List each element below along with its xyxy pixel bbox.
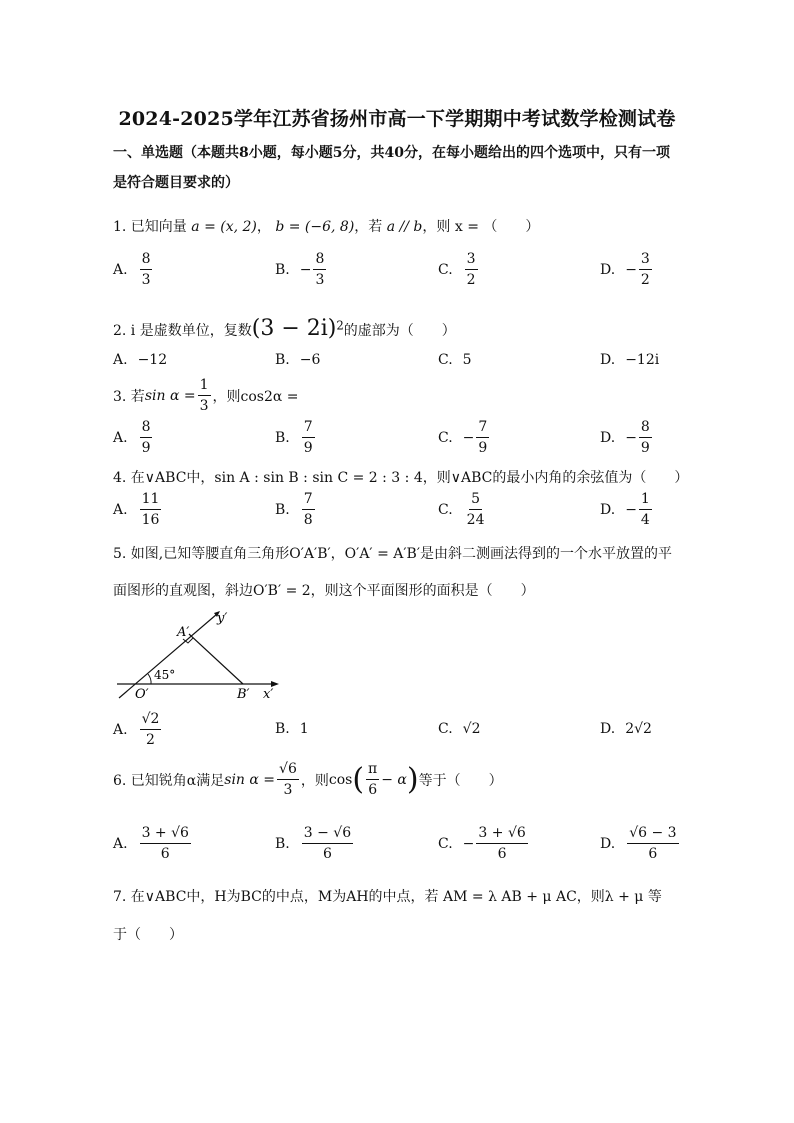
q1-option-d[interactable]: D. − $\frac{3}{2}$ <box>600 251 650 288</box>
parallel-condition: a // b <box>386 219 423 235</box>
angle-arc <box>148 674 151 684</box>
question-5-line-1: 5. 如图,已知等腰直角三角形O′A′B′，O′A′ = A′B′是由斜二测画法得到的一个水平放置的平 <box>113 546 673 562</box>
label-a: A′ <box>177 625 190 640</box>
q5-option-d[interactable]: D. 2√2 <box>600 721 652 737</box>
question-5-line-2: 面图形的直观图，斜边O′B′ = 2，则这个平面图形的面积是（ ） <box>113 583 535 599</box>
q4-option-a[interactable]: A. $\frac{11}{16}$ <box>113 491 160 528</box>
q3-option-a[interactable]: A. $\frac{8}{9}$ <box>113 419 151 456</box>
q2-option-d[interactable]: D. −12i <box>600 352 660 368</box>
section-heading: 一、单选题（本题共8小题，每小题5分，共40分，在每小题给出的四个选项中，只有一项是符合题目要求的） <box>113 145 670 191</box>
q3-option-b[interactable]: B. $\frac{7}{9}$ <box>275 419 313 456</box>
label-b: B′ <box>237 687 250 700</box>
y-axis <box>119 614 217 698</box>
q5-option-c[interactable]: C. √2 <box>438 721 481 737</box>
q4-option-d[interactable]: D. − $\frac{1}{4}$ <box>600 491 650 528</box>
vector-b: b = (−6, 8) <box>275 219 355 235</box>
fraction: $\frac{8}{9}$ <box>640 419 650 456</box>
q5-option-a[interactable]: A. $\frac{√2}{2}$ <box>113 711 160 748</box>
q6-option-c[interactable]: C. − $\frac{3 + √6}{6}$ <box>438 825 526 862</box>
q1-option-b[interactable]: B. − $\frac{8}{3}$ <box>275 251 325 288</box>
q3-option-d[interactable]: D. − $\frac{8}{9}$ <box>600 419 650 456</box>
q1-option-c[interactable]: C. $\frac{3}{2}$ <box>438 251 476 288</box>
fraction: $\frac{7}{8}$ <box>303 491 313 528</box>
fraction: $\frac{5}{24}$ <box>466 491 485 528</box>
q2-option-c[interactable]: C. 5 <box>438 352 472 368</box>
fraction: $\frac{3 - √6}{6}$ <box>303 825 352 862</box>
question-6: 6. 已知锐角α满足 sin α = $\frac{√6}{3}$ ，则 cos ( $\frac{\pi}{6}$ − α ) 等于（ ） <box>113 761 503 798</box>
q4-option-b[interactable]: B. $\frac{7}{8}$ <box>275 491 313 528</box>
fraction: $\frac{√2}{2}$ <box>141 711 160 748</box>
question-4: 4. 在∨ABC中，sin A : sin B : sin C = 2 : 3 : 4，则∨ABC的最小内角的余弦值为（ ） <box>113 470 689 486</box>
question-2: 2. i 是虚数单位，复数$(3 - 2i)^2$的虚部为（ ） <box>113 316 456 341</box>
question-7-line-2: 于（ ） <box>113 927 183 943</box>
label-o: O′ <box>135 687 149 700</box>
oblique-triangle-figure <box>113 608 293 700</box>
question-3: 3. 若 sin α = $\frac{1}{3}$ ，则cos2α = <box>113 377 299 414</box>
label-x: x′ <box>263 687 274 700</box>
fraction: $\frac{8}{9}$ <box>141 419 151 456</box>
q4-option-c[interactable]: C. $\frac{5}{24}$ <box>438 491 485 528</box>
page-title: 2024-2025学年江苏省扬州市高一下学期期中考试数学检测试卷 <box>118 108 676 130</box>
q2-option-a[interactable]: A. −12 <box>113 352 168 368</box>
label-angle: 45° <box>154 668 176 682</box>
fraction: $\frac{11}{16}$ <box>141 491 160 528</box>
vector-a: a = (x, 2) <box>191 219 257 235</box>
q6-option-b[interactable]: B. $\frac{3 - √6}{6}$ <box>275 825 352 862</box>
label-y: y′ <box>217 611 228 626</box>
question-7-line-1: 7. 在∨ABC中，H为BC的中点，M为AH的中点，若 AM = λ AB + μ AC，则λ + μ 等 <box>113 889 662 905</box>
fraction: $\frac{√6 - 3}{6}$ <box>629 825 677 862</box>
fraction: $\frac{8}{3}$ <box>141 251 151 288</box>
fraction: $\frac{\pi}{6}$ <box>368 761 378 798</box>
fraction: $\frac{3 + √6}{6}$ <box>141 825 189 862</box>
q2-option-b[interactable]: B. −6 <box>275 352 321 368</box>
fraction: $\frac{1}{3}$ <box>199 377 209 414</box>
complex-number: (3 − 2i) <box>251 316 337 341</box>
fraction: $\frac{8}{3}$ <box>315 251 325 288</box>
fraction: $\frac{√6}{3}$ <box>279 761 297 798</box>
fraction: $\frac{3 + √6}{6}$ <box>478 825 526 862</box>
question-1: 1. 已知向量 a = (x, 2)， b = (−6, 8)，若 a // b，则 x = （ ） <box>113 219 540 235</box>
q6-option-a[interactable]: A. $\frac{3 + √6}{6}$ <box>113 825 189 862</box>
fraction: $\frac{3}{2}$ <box>466 251 476 288</box>
fraction: $\frac{3}{2}$ <box>640 251 650 288</box>
q1-option-a[interactable]: A. $\frac{8}{3}$ <box>113 251 151 288</box>
fraction: $\frac{1}{4}$ <box>640 491 650 528</box>
q6-option-d[interactable]: D. $\frac{√6 - 3}{6}$ <box>600 825 677 862</box>
fraction: $\frac{7}{9}$ <box>478 419 488 456</box>
side-a-b <box>189 634 243 684</box>
q3-option-c[interactable]: C. − $\frac{7}{9}$ <box>438 419 488 456</box>
q5-option-b[interactable]: B. 1 <box>275 721 309 737</box>
fraction: $\frac{7}{9}$ <box>303 419 313 456</box>
